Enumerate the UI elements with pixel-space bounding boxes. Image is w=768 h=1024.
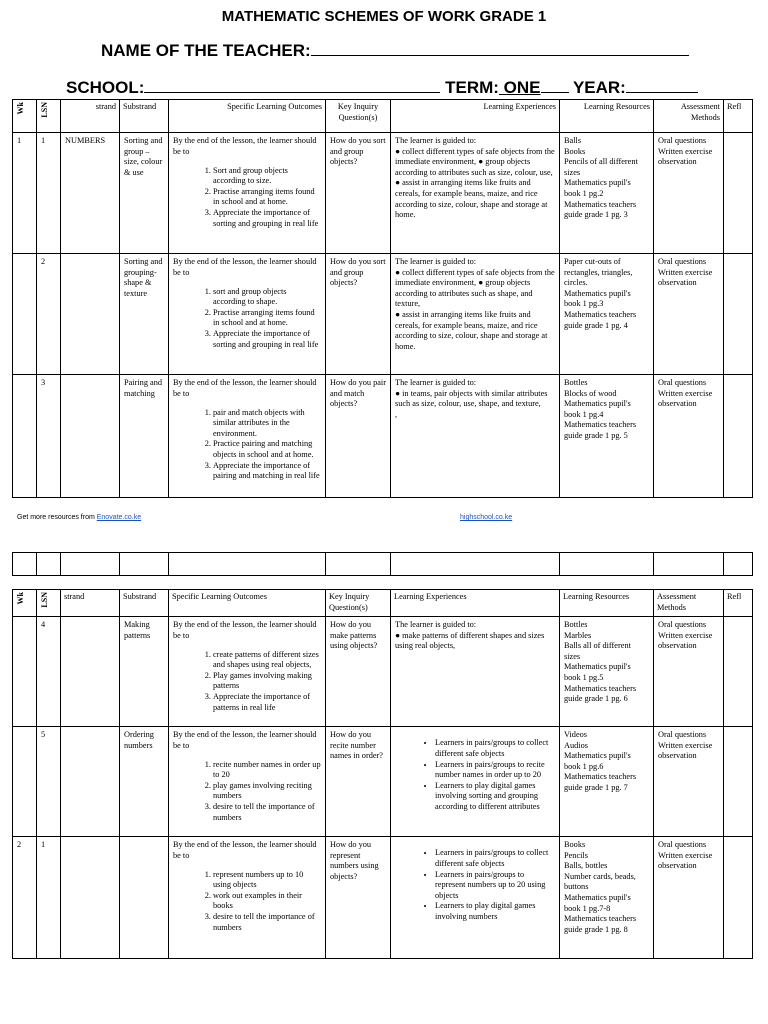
col-header-lsn: LSN xyxy=(37,590,61,617)
outcome-item: 3. Appreciate the importance of sorting and grouping in real life xyxy=(213,208,321,229)
footer-left xyxy=(17,514,141,521)
cell-substrand: Sorting and group – size, colour & use xyxy=(120,133,169,254)
outcomes-list xyxy=(173,287,321,351)
empty-cell xyxy=(560,553,654,576)
outcome-item: 1. create patterns of different sizes and shapes using real objects, xyxy=(213,650,321,671)
cell-inquiry: How do you represent numbers using objects? xyxy=(326,837,391,959)
outcome-item: 3. desire to tell the importance of numbers xyxy=(213,802,321,823)
cell-reflection[interactable] xyxy=(724,133,753,254)
resource-item: Balls, bottles xyxy=(564,861,608,871)
resource-item: Mathematics pupil's book 1 pg.2 xyxy=(564,178,631,199)
assessment-item: observation xyxy=(658,157,697,167)
outcome-item: 1. Sort and group objects according to size. xyxy=(213,166,321,187)
col-header-outcomes: Specific Learning Outcomes xyxy=(169,590,326,617)
cell-inquiry: How do you pair and match objects? xyxy=(326,375,391,498)
resource-item: Mathematics pupil's book 1 pg.3 xyxy=(564,288,631,309)
outcomes-intro: By the end of the lesson, the learner should be to xyxy=(173,730,317,750)
col-header-reflection: Refl xyxy=(724,100,753,133)
assessment-item: Written exercise xyxy=(658,388,713,398)
table-row xyxy=(13,617,753,727)
teacher-name-blank[interactable] xyxy=(311,55,689,56)
resource-item: Mathematics teachers guide grade 1 pg. 4 xyxy=(564,310,637,330)
outcome-item: 3. Appreciate the importance of sorting and grouping in real life xyxy=(213,329,321,350)
col-header-inquiry: Key Inquiry Question(s) xyxy=(326,590,391,617)
cell-experiences xyxy=(391,375,560,498)
cell-inquiry: How do you sort and group objects? xyxy=(326,133,391,254)
resource-item: Mathematics teachers guide grade 1 pg. 3 xyxy=(564,199,637,220)
cell-lesson: 3 xyxy=(37,375,61,498)
assessment-item: Oral questions xyxy=(658,136,707,145)
term-value: ONE xyxy=(498,78,541,97)
resource-item: Marbles xyxy=(564,630,592,640)
term-label: TERM: xyxy=(445,78,499,97)
experiences-list xyxy=(395,738,555,812)
cell-strand xyxy=(61,617,120,727)
assessment-item: Oral questions xyxy=(658,257,707,266)
footer-right xyxy=(460,514,512,521)
empty-cell xyxy=(169,553,326,576)
col-header-wk: Wk xyxy=(13,590,37,617)
col-header-resources: Learning Resources xyxy=(560,100,654,133)
table-header-row xyxy=(13,590,753,617)
cell-resources xyxy=(560,375,654,498)
col-header-assessment: Assessment Methods xyxy=(654,590,724,617)
cell-outcomes xyxy=(169,133,326,254)
resource-item: Mathematics pupil's book 1 pg.4 xyxy=(564,399,631,419)
year-label: YEAR: xyxy=(572,78,626,97)
cell-week: 1 xyxy=(13,133,37,254)
outcome-item: 3. Appreciate the importance of pairing and matching in real life xyxy=(213,461,321,482)
resource-item: Number cards, beads, buttons xyxy=(564,871,636,892)
empty-cell xyxy=(13,553,37,576)
cell-inquiry: How do you make patterns using objects? xyxy=(326,617,391,727)
col-header-experiences: Learning Experiences xyxy=(391,100,560,133)
cell-reflection[interactable] xyxy=(724,375,753,498)
resource-item: Books xyxy=(564,146,586,156)
cell-resources xyxy=(560,617,654,727)
assessment-item: Written exercise xyxy=(658,630,713,640)
cell-inquiry: How do you sort and group objects? xyxy=(326,254,391,375)
empty-table-row xyxy=(12,552,753,576)
teacher-name-line xyxy=(101,41,768,61)
scheme-table-2 xyxy=(12,589,753,959)
col-header-wk: Wk xyxy=(13,100,37,133)
cell-assessment xyxy=(654,727,724,837)
teacher-label: NAME OF THE TEACHER: xyxy=(101,41,311,60)
cell-lesson: 1 xyxy=(37,837,61,959)
outcomes-intro: By the end of the lesson, the learner should be to xyxy=(173,620,317,640)
col-header-substrand: Substrand xyxy=(120,590,169,617)
assessment-item: observation xyxy=(658,399,697,409)
cell-assessment xyxy=(654,837,724,959)
empty-cell xyxy=(724,553,753,576)
cell-outcomes xyxy=(169,375,326,498)
empty-cell xyxy=(61,553,120,576)
outcome-item: 1. sort and group objects according to shape. xyxy=(213,287,321,308)
resource-item: Bottles xyxy=(564,378,588,387)
cell-substrand: Making patterns xyxy=(120,617,169,727)
resource-item: Pencils xyxy=(564,850,588,860)
empty-cell xyxy=(37,553,61,576)
assessment-item: observation xyxy=(658,861,697,871)
document-title: MATHEMATIC SCHEMES OF WORK GRADE 1 xyxy=(221,8,547,25)
resource-item: Mathematics pupil's book 1 pg.6 xyxy=(564,751,631,771)
cell-outcomes xyxy=(169,727,326,837)
outcome-item: 3. Appreciate the importance of patterns in real life xyxy=(213,692,321,713)
experiences-text: The learner is guided to: ● make patterns of different shapes and sizes using real objects, xyxy=(395,620,545,651)
outcomes-intro: By the end of the lesson, the learner should be to xyxy=(173,378,317,398)
col-header-lsn: LSN xyxy=(37,100,61,133)
col-header-substrand: Substrand xyxy=(120,100,169,133)
assessment-item: observation xyxy=(658,641,697,651)
outcomes-intro: By the end of the lesson, the learner should be to xyxy=(173,840,317,860)
outcome-item: 2. Practise arranging items found in school and at home. xyxy=(213,308,321,329)
cell-substrand: Sorting and grouping- shape & texture xyxy=(120,254,169,375)
outcome-item: 2. Play games involving making patterns xyxy=(213,671,321,692)
resource-item: Balls xyxy=(564,136,582,145)
outcomes-intro: By the end of the lesson, the learner should be to xyxy=(173,257,317,277)
cell-lesson: 1 xyxy=(37,133,61,254)
experiences-list xyxy=(395,848,555,922)
cell-assessment xyxy=(654,254,724,375)
assessment-item: observation xyxy=(658,751,697,761)
cell-outcomes xyxy=(169,617,326,727)
experience-item: • Learners to play digital games involving numbers xyxy=(435,901,555,922)
empty-cell xyxy=(391,553,560,576)
table-row xyxy=(13,727,753,837)
experience-item: • Learners in pairs/groups to recite number names in order up to 20 xyxy=(435,760,555,781)
table-row xyxy=(13,837,753,959)
cell-experiences xyxy=(391,254,560,375)
col-header-inquiry: Key Inquiry Question(s) xyxy=(326,100,391,133)
outcome-item: 2. play games involving reciting numbers xyxy=(213,781,321,802)
cell-reflection[interactable] xyxy=(724,254,753,375)
resource-item: Videos xyxy=(564,730,588,739)
scheme-table-1 xyxy=(12,99,753,498)
cell-reflection[interactable] xyxy=(724,617,753,727)
experience-item: • Learners in pairs/groups to collect different safe objects xyxy=(435,738,555,759)
empty-cell xyxy=(654,553,724,576)
col-header-strand: strand xyxy=(61,100,120,133)
cell-substrand: Ordering numbers xyxy=(120,727,169,837)
assessment-item: Oral questions xyxy=(658,378,707,387)
cell-substrand xyxy=(120,837,169,959)
cell-inquiry: How do you recite number names in order? xyxy=(326,727,391,837)
experiences-text: The learner is guided to: ● collect different types of safe objects from the immediate environment, ● group objects according to attributes such as size, colour, use, ● assist in arranging items like fruits and cereals, for example beans, maize, and rice according to size, colour, shape and storage at home. xyxy=(395,136,555,220)
empty-cell xyxy=(120,553,169,576)
resource-item: Mathematics teachers guide grade 1 pg. 8 xyxy=(564,914,637,934)
resource-item: Blocks of wood xyxy=(564,388,617,398)
resource-item: Books xyxy=(564,840,586,849)
outcome-item: 1. pair and match objects with similar attributes in the environment. xyxy=(213,408,321,440)
outcome-item: 2. Practise arranging items found in school and at home. xyxy=(213,187,321,208)
outcome-item: 3. desire to tell the importance of numbers xyxy=(213,912,321,933)
cell-strand xyxy=(61,375,120,498)
outcome-item: 1. recite number names in order up to 20 xyxy=(213,760,321,781)
assessment-item: Written exercise xyxy=(658,740,713,750)
cell-resources xyxy=(560,254,654,375)
cell-resources xyxy=(560,133,654,254)
outcome-item: 1. represent numbers up to 10 using objects xyxy=(213,870,321,891)
school-label: SCHOOL: xyxy=(66,78,145,97)
cell-week xyxy=(13,375,37,498)
experiences-text: The learner is guided to: ● in teams, pair objects with similar attributes such as size, colour, use, shape, and texture, , xyxy=(395,378,548,419)
table-row xyxy=(13,133,753,254)
cell-strand xyxy=(61,727,120,837)
outcomes-list xyxy=(173,760,321,824)
cell-assessment xyxy=(654,375,724,498)
cell-experiences xyxy=(391,133,560,254)
assessment-item: observation xyxy=(658,278,697,288)
assessment-item: Oral questions xyxy=(658,840,707,849)
experience-item: • Learners to play digital games involving sorting and grouping according to different attributes xyxy=(435,781,555,813)
school-term-year-line xyxy=(66,78,768,98)
resource-item: Mathematics teachers guide grade 1 pg. 5 xyxy=(564,420,637,441)
cell-experiences xyxy=(391,727,560,837)
term-blank xyxy=(541,92,569,93)
resource-item: Paper cut-outs of rectangles, triangles, circles. xyxy=(564,257,633,288)
outcomes-intro: By the end of the lesson, the learner should be to xyxy=(173,136,317,156)
resource-item: Bottles xyxy=(564,620,588,629)
cell-lesson: 4 xyxy=(37,617,61,727)
cell-substrand: Pairing and matching xyxy=(120,375,169,498)
cell-week xyxy=(13,727,37,837)
cell-outcomes xyxy=(169,837,326,959)
enovate-link[interactable]: Enovate.co.ke xyxy=(96,514,142,521)
cell-resources xyxy=(560,837,654,959)
outcome-item: 2. work out examples in their books xyxy=(213,891,321,912)
assessment-item: Oral questions xyxy=(658,620,707,629)
experience-item: • Learners in pairs/groups to collect different safe objects xyxy=(435,848,555,869)
assessment-item: Written exercise xyxy=(658,267,713,277)
outcomes-list xyxy=(173,650,321,714)
cell-resources xyxy=(560,727,654,837)
cell-lesson: 2 xyxy=(37,254,61,375)
school-blank[interactable] xyxy=(144,92,440,93)
cell-week xyxy=(13,254,37,375)
table-row xyxy=(13,254,753,375)
cell-week: 2 xyxy=(13,837,37,959)
resource-item: Mathematics teachers guide grade 1 pg. 7 xyxy=(564,772,637,793)
col-header-reflection: Refl xyxy=(724,590,753,617)
cell-assessment xyxy=(654,133,724,254)
cell-week xyxy=(13,617,37,727)
assessment-item: Written exercise xyxy=(658,146,713,156)
empty-cell xyxy=(326,553,391,576)
col-header-experiences: Learning Experiences xyxy=(391,590,560,617)
resource-item: Pencils of all different sizes xyxy=(564,157,638,177)
table-row xyxy=(13,375,753,498)
cell-experiences xyxy=(391,837,560,959)
cell-reflection[interactable] xyxy=(724,837,753,959)
cell-assessment xyxy=(654,617,724,727)
resource-item: Mathematics pupil's book 1 pg.5 xyxy=(564,662,631,683)
outcomes-list xyxy=(173,408,321,482)
cell-strand xyxy=(61,837,120,959)
experience-item: • Learners in pairs/groups to represent numbers up to 20 using objects xyxy=(435,870,555,902)
col-header-strand: strand xyxy=(61,590,120,617)
cell-strand: NUMBERS xyxy=(61,133,120,254)
experiences-text: The learner is guided to: ● collect different types of safe objects from the immediate environment, ● group objects according to attributes such as shape, and texture, ● assist in arranging items like fruits and cereals, for example beans, maize, and rice according to size, colour, shape and storage at home. xyxy=(395,257,555,351)
assessment-item: Oral questions xyxy=(658,730,707,739)
resource-item: Mathematics pupil's book 1 pg.7-8 xyxy=(564,893,631,913)
cell-lesson: 5 xyxy=(37,727,61,837)
outcomes-list xyxy=(173,870,321,934)
resource-item: Audios xyxy=(564,740,588,750)
col-header-assessment: Assessment Methods xyxy=(654,100,724,133)
footer-prefix: Get more resources from xyxy=(17,514,97,521)
cell-reflection[interactable] xyxy=(724,727,753,837)
outcome-item: 2. Practice pairing and matching objects in school and at home. xyxy=(213,439,321,460)
cell-experiences xyxy=(391,617,560,727)
outcomes-list xyxy=(173,166,321,230)
cell-outcomes xyxy=(169,254,326,375)
table-header-row xyxy=(13,100,753,133)
resource-item: Mathematics teachers guide grade 1 pg. 6 xyxy=(564,683,637,704)
highschool-link[interactable]: highschool.co.ke xyxy=(460,514,513,521)
col-header-resources: Learning Resources xyxy=(560,590,654,617)
cell-strand xyxy=(61,254,120,375)
col-header-outcomes: Specific Learning Outcomes xyxy=(169,100,326,133)
year-blank[interactable] xyxy=(626,92,698,93)
assessment-item: Written exercise xyxy=(658,850,713,860)
resource-item: Balls all of different sizes xyxy=(564,641,631,661)
